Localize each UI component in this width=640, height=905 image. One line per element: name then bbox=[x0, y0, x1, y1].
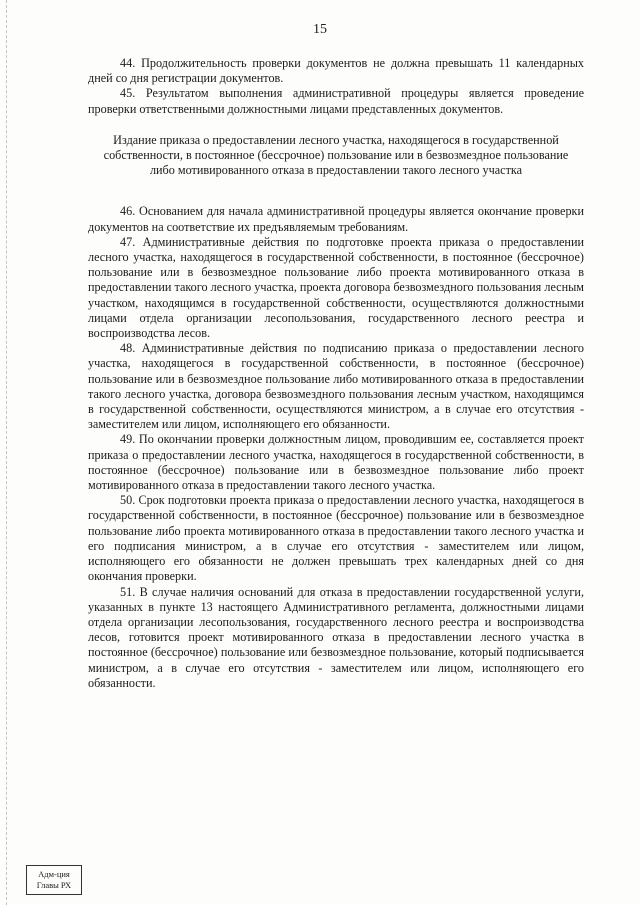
paragraph-48: 48. Административные действия по подписанию приказа о предоставлении лесного участка, находящегося в государственной собственности, в постоянное (бессрочное) пользование или в безвозмездное пользование либо мотивированного отказа в предоставлении такого лесного участка, договора безвозмездного пользования лесным участком, находящимся в государственной собственности, осуществляются министром, а в случае его отсутствия - заместителем или лицом, исполняющего его обязанности. bbox=[88, 341, 584, 432]
paragraph-51: 51. В случае наличия оснований для отказа в предоставлении государственной услуги, указанных в пункте 13 настоящего Административного регламента, должностными лицами отдела организации лесопользования, государственного лесного реестра и воспроизводства лесов, готовится проект мотивированного отказа в предоставлении лесного участка в постоянное (бессрочное) пользование или безвозмездное пользование, который подписывается министром, а в случае его отсутствия - заместителем или лицом, исполняющего его обязанности. bbox=[88, 584, 584, 690]
page-edge-perforation bbox=[6, 0, 7, 905]
section-heading: Издание приказа о предоставлении лесного участка, находящегося в государственной собственности, в постоянное (бессрочное) пользование или в безвозмездное пользование либо мотивированного отказа в предоставлении такого лесного участка bbox=[103, 132, 569, 178]
stamp-line-1: Адм-ция bbox=[38, 869, 70, 879]
stamp-line-2: Главы РХ bbox=[36, 880, 72, 890]
page-number: 15 bbox=[313, 22, 327, 37]
office-stamp bbox=[26, 865, 82, 895]
document-body bbox=[88, 56, 584, 691]
paragraph-45: 45. Результатом выполнения административной процедуры является проведение проверки ответственными должностными лицами представленных документов. bbox=[88, 86, 584, 116]
paragraph-47: 47. Административные действия по подготовке проекта приказа о предоставлении лесного участка, находящегося в государственной собственности, в постоянное (бессрочное) пользование или в безвозмездное пользование либо проекта мотивированного отказа в предоставлении такого лесного участка, проекта договора безвозмездного пользования лесным участком, находящимся в государственной собственности, осуществляются должностными лицами отдела организации лесопользования, государственного лесного реестра и воспроизводства лесов. bbox=[88, 234, 584, 341]
paragraph-44: 44. Продолжительность проверки документов не должна превышать 11 календарных дней со дня регистрации документов. bbox=[88, 56, 584, 86]
paragraph-49: 49. По окончании проверки должностным лицом, проводившим ее, составляется проект приказа о предоставлении лесного участка, находящегося в государственной собственности, в постоянное (бессрочное) пользование или в безвозмездное пользование либо проект мотивированного отказа в предоставлении такого лесного участка. bbox=[88, 432, 584, 493]
paragraph-46: 46. Основанием для начала административной процедуры является окончание проверки документов на соответствие их предъявляемым требованиям. bbox=[88, 204, 584, 234]
paragraph-50: 50. Срок подготовки проекта приказа о предоставлении лесного участка, находящегося в государственной собственности, в постоянное (бессрочное) пользование или в безвозмездное пользование либо проекта мотивированного отказа в предоставлении такого лесного участка и его подписания министром, а в случае его отсутствия - заместителем или лицом, исполняющего его обязанности не должен превышать трех календарных дней со дня окончания проверки. bbox=[88, 493, 584, 584]
